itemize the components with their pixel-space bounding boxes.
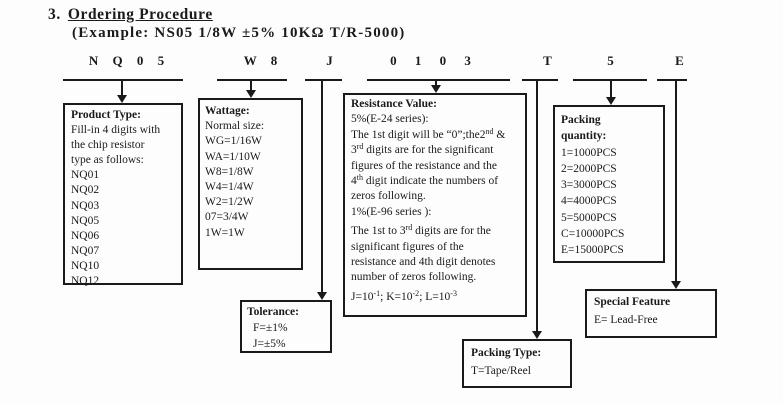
text-line: C=10000PCS <box>561 228 625 241</box>
text-line: 4=4000PCS <box>561 195 617 208</box>
text-line: 5=5000PCS <box>561 211 617 224</box>
connector-line-tolerance <box>305 79 342 81</box>
connector-line-resistance <box>367 79 510 81</box>
connector-stem-packing-qty <box>610 80 612 97</box>
arrow-down-resistance-icon <box>431 85 441 93</box>
arrow-down-packing-qty-icon <box>606 97 616 105</box>
text-line: NQ05 <box>71 214 100 227</box>
code-packing-type: T <box>543 53 553 68</box>
arrow-down-product-icon <box>117 95 127 103</box>
code-packing-quantity: 5 <box>607 53 615 68</box>
code-product-type: N Q 0 5 <box>88 53 166 68</box>
connector-line-wattage <box>217 79 287 81</box>
text-line: 1=1000PCS <box>561 146 617 159</box>
text-line: The 1st digit will be “0”;the2nd & <box>351 126 506 141</box>
special-feature-box <box>585 289 717 338</box>
section-title: Ordering Procedure <box>67 6 213 23</box>
code-resistance-value: 0 1 0 3 <box>390 53 472 68</box>
page-title <box>48 6 213 24</box>
text-line: NQ03 <box>71 199 100 212</box>
code-wattage: W 8 <box>243 53 279 68</box>
text-line: NQ12 <box>71 275 100 288</box>
connector-line-packing-type <box>522 79 558 81</box>
connector-stem-product <box>121 80 123 95</box>
text-line: significant figures of the <box>351 240 464 253</box>
product-type-box <box>63 103 183 288</box>
text-line: W8=1/8W <box>205 165 254 178</box>
text-line: 07=3/4W <box>205 211 249 224</box>
connector-stem-special <box>675 80 677 281</box>
wattage-box <box>198 98 303 270</box>
connector-stem-packing-type <box>536 80 538 331</box>
connector-line-special <box>657 79 687 81</box>
text-line: the chip resistor <box>71 139 145 152</box>
text-line: 2=2000PCS <box>561 162 617 175</box>
text-line: WA=1/10W <box>205 150 261 163</box>
section-number: 3. <box>48 6 61 23</box>
text-line: NQ07 <box>71 244 100 257</box>
text-line: E=15000PCS <box>561 244 624 257</box>
text-line: $J=10^{-1}$; $K=10^{-2}$; $L=10^{-3}$ <box>351 288 457 303</box>
text-line: Tolerance: <box>247 306 299 318</box>
resistance-value-box <box>343 93 527 317</box>
text-line: Product Type: <box>71 109 141 121</box>
text-line: W4=1/4W <box>205 181 254 194</box>
text-line: WG=1/16W <box>205 135 262 148</box>
arrow-down-tolerance-icon <box>317 292 327 300</box>
text-line: resistance and 4th digit denotes <box>351 256 496 269</box>
text-line: zeros following. <box>351 190 426 203</box>
text-line: NQ06 <box>71 229 100 242</box>
connector-stem-tolerance <box>321 80 323 292</box>
text-line: number of zeros following. <box>351 271 477 284</box>
text-line: type as follows: <box>71 154 144 167</box>
text-line: W2=1/2W <box>205 196 254 209</box>
text-line: Packing <box>561 114 601 126</box>
text-line: Normal size: <box>205 120 265 133</box>
text-line: J=±5% <box>253 338 286 350</box>
code-tolerance: J <box>326 53 334 68</box>
text-line: E= Lead-Free <box>594 313 658 326</box>
text-line: Special Feature <box>594 296 671 308</box>
text-line: F=±1% <box>253 322 288 334</box>
arrow-down-special-icon <box>671 281 681 289</box>
tolerance-box <box>240 300 332 353</box>
text-line: NQ01 <box>71 169 100 182</box>
packing-quantity-box <box>553 105 665 263</box>
text-line: 1W=1W <box>205 226 245 239</box>
text-line: T=Tape/Reel <box>471 364 531 377</box>
text-line: Resistance Value: <box>351 98 437 110</box>
text-line: figures of the resistance and the <box>351 159 497 172</box>
connector-stem-wattage <box>250 80 252 90</box>
packing-type-box <box>462 339 572 388</box>
text-line: quantity: <box>561 130 607 143</box>
text-line: Fill-in 4 digits with <box>71 124 161 137</box>
text-line: Wattage: <box>205 105 250 117</box>
text-line: 1%(E-96 series ): <box>351 205 432 218</box>
text-line: 3rd digits are for the significant <box>351 142 494 157</box>
arrow-down-wattage-icon <box>246 90 256 98</box>
text-line: 3=3000PCS <box>561 179 617 192</box>
code-special-feature: E <box>675 53 685 68</box>
text-line: 4th digit indicate the numbers of <box>351 173 499 188</box>
connector-line-product <box>63 79 183 81</box>
text-line: Packing Type: <box>471 347 542 359</box>
text-line: NQ02 <box>71 184 100 197</box>
text-line: The 1st to 3rd digits are for the <box>351 223 491 238</box>
example-line: (Example: NS05 1/8W ±5% 10KΩ T/R-5000) <box>72 25 406 41</box>
arrow-down-packing-type-icon <box>532 331 542 339</box>
text-line: 5%(E-24 series): <box>351 113 429 126</box>
text-line: NQ10 <box>71 259 100 272</box>
